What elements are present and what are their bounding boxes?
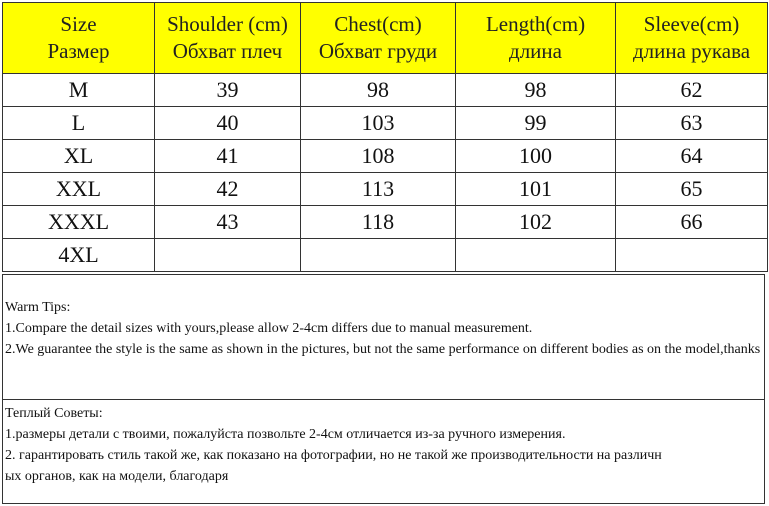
cell-shoulder: 43 bbox=[155, 206, 301, 239]
cell-length: 98 bbox=[456, 74, 616, 107]
tips-line-1: 1.размеры детали с твоими, пожалуйста позвольте 2-4см отличается из-за ручного измерения. bbox=[5, 427, 566, 442]
cell-length: 102 bbox=[456, 206, 616, 239]
table-row bbox=[3, 206, 768, 239]
size-table bbox=[2, 2, 768, 272]
cell-size: XXL bbox=[3, 173, 155, 206]
cell-length: 100 bbox=[456, 140, 616, 173]
cell-sleeve: 63 bbox=[616, 107, 768, 140]
cell-length: 101 bbox=[456, 173, 616, 206]
cell-sleeve: 65 bbox=[616, 173, 768, 206]
tips-line-2: 2. гарантировать стиль такой же, как показано на фотографии, но не такой же производительности на различн bbox=[5, 448, 662, 463]
table-row bbox=[3, 74, 768, 107]
tips-line-2-continued: ых органов, как на модели, благодаря bbox=[5, 469, 229, 484]
cell-shoulder: 41 bbox=[155, 140, 301, 173]
header-sleeve: Sleeve(cm) длина рукава bbox=[616, 3, 768, 74]
tips-title: Warm Tips: bbox=[5, 300, 71, 315]
cell-sleeve: 66 bbox=[616, 206, 768, 239]
cell-sleeve: 64 bbox=[616, 140, 768, 173]
cell-length bbox=[456, 239, 616, 272]
table-row bbox=[3, 239, 768, 272]
cell-shoulder: 40 bbox=[155, 107, 301, 140]
table-row bbox=[3, 107, 768, 140]
cell-length: 99 bbox=[456, 107, 616, 140]
cell-shoulder: 42 bbox=[155, 173, 301, 206]
header-row bbox=[3, 3, 768, 74]
warm-tips-english bbox=[2, 274, 765, 400]
cell-shoulder: 39 bbox=[155, 74, 301, 107]
cell-sleeve: 62 bbox=[616, 74, 768, 107]
tips-line-2: 2.We guarantee the style is the same as shown in the pictures, but not the same performance on different bodies as on the model,thanks bbox=[5, 342, 761, 357]
cell-size: XXXL bbox=[3, 206, 155, 239]
cell-size: XL bbox=[3, 140, 155, 173]
cell-size: 4XL bbox=[3, 239, 155, 272]
cell-chest bbox=[301, 239, 456, 272]
header-size: Size Размер bbox=[3, 3, 155, 74]
cell-shoulder bbox=[155, 239, 301, 272]
header-length: Length(cm) длина bbox=[456, 3, 616, 74]
cell-chest: 103 bbox=[301, 107, 456, 140]
header-chest: Chest(cm) Обхват груди bbox=[301, 3, 456, 74]
cell-size: L bbox=[3, 107, 155, 140]
cell-chest: 108 bbox=[301, 140, 456, 173]
cell-size: M bbox=[3, 74, 155, 107]
size-chart bbox=[2, 2, 767, 504]
tips-title: Теплый Советы: bbox=[5, 406, 103, 421]
table-row bbox=[3, 140, 768, 173]
warm-tips-russian bbox=[2, 399, 765, 504]
cell-chest: 98 bbox=[301, 74, 456, 107]
cell-chest: 113 bbox=[301, 173, 456, 206]
tips-line-1: 1.Compare the detail sizes with yours,please allow 2-4cm differs due to manual measurement. bbox=[5, 321, 533, 336]
table-row bbox=[3, 173, 768, 206]
header-shoulder: Shoulder (cm) Обхват плеч bbox=[155, 3, 301, 74]
cell-sleeve bbox=[616, 239, 768, 272]
cell-chest: 118 bbox=[301, 206, 456, 239]
